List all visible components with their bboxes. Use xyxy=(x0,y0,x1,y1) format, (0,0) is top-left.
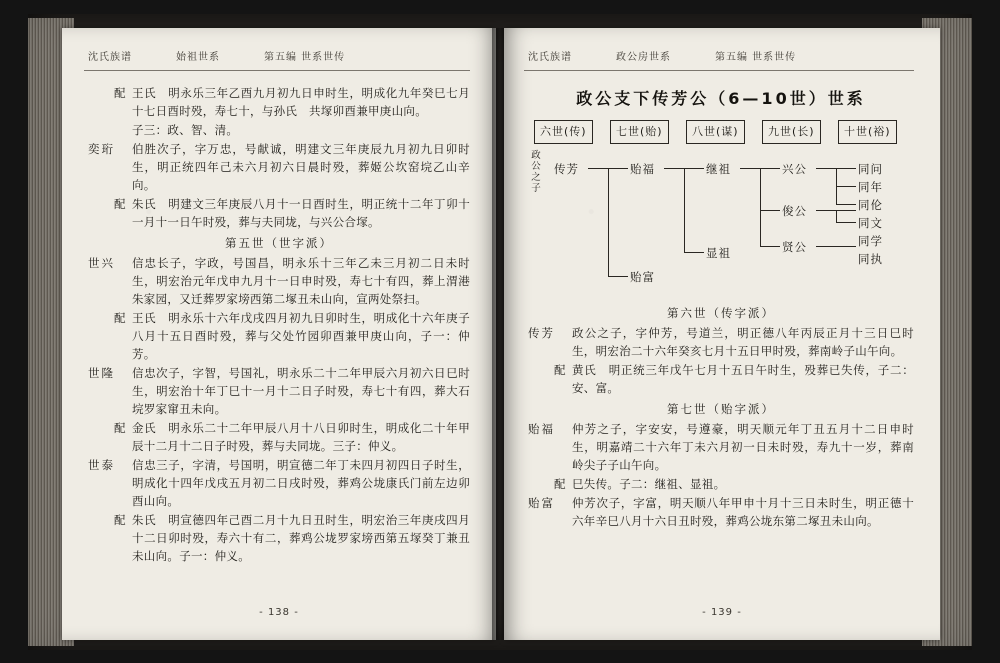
runhead-book-title: 沈氏族谱 xyxy=(528,52,572,63)
genealogy-entry xyxy=(88,254,470,308)
genealogy-entry xyxy=(88,456,470,510)
genealogy-entry xyxy=(88,140,470,194)
entry-text: 伯胜次子，字万忠，号献诚，明建文三年庚辰九月初九日卯时生，明正统四年己未六月初六日晨时殁，葬姬公坎窑垸乙山辛向。 xyxy=(132,142,470,192)
chart-node-jungong: 俊公 xyxy=(782,204,807,218)
chart-node-tongxue: 同学 xyxy=(858,234,883,248)
entry-label xyxy=(88,121,132,139)
left-page-body xyxy=(88,84,470,566)
entry-label: 世泰 xyxy=(88,458,115,472)
entry-label: 传芳 xyxy=(528,326,555,340)
entry-label: 配 xyxy=(114,197,128,211)
entry-text: 信忠长子，字政，号国昌，明永乐十三年乙未三月初二日未时生，明宏治元年戊申九月十一日申时殁，寿七十有四，葬上渭港朱家园，又迁葬罗家塝西第二塚丑未山向，宣两处祭扫。 xyxy=(132,256,470,306)
chart-node-tongzhi: 同执 xyxy=(858,252,883,266)
entry-text: 朱氏 明建文三年庚辰八月十一日酉时生，明正统十二年丁卯十一月十一日午时殁，葬与夫同垅，与兴公合塜。 xyxy=(132,197,470,229)
left-page-rule xyxy=(84,70,470,71)
entry-text: 黄氏 明正统三年戊午七月十五日午时生，殁葬已失传，子二：安、富。 xyxy=(572,363,914,395)
entry-label: 世隆 xyxy=(88,366,115,380)
runhead-book-title: 沈氏族谱 xyxy=(88,52,132,63)
genealogy-entry xyxy=(88,121,470,139)
entry-label: 配 xyxy=(114,421,128,435)
connector xyxy=(684,168,685,252)
entry-label: 配 xyxy=(114,311,128,325)
runhead-section: 始祖世系 xyxy=(176,52,220,63)
entry-text: 子三：政、智、清。 xyxy=(132,123,239,137)
connector xyxy=(836,204,856,205)
chart-node-jizu: 继祖 xyxy=(706,162,731,176)
connector xyxy=(608,168,609,276)
entry-label: 奕珩 xyxy=(88,142,115,156)
section-heading-7: 第七世（贻字派） xyxy=(667,402,775,416)
entry-text: 王氏 明永乐三年乙酉九月初九日申时生，明成化九年癸巳七月十七日酉时殁，寿七十，与孙氏 共塜卯酉兼甲庚山向。 xyxy=(132,86,470,118)
chart-node-xinggong: 兴公 xyxy=(782,162,807,176)
genealogy-entry xyxy=(88,511,470,565)
section-heading-6: 第六世（传字派） xyxy=(667,306,775,320)
connector xyxy=(608,276,628,277)
chart-node-yifu2: 贻富 xyxy=(630,270,655,284)
connector xyxy=(836,210,837,222)
chart-node-tongnian: 同年 xyxy=(858,180,883,194)
genealogy-entry xyxy=(528,475,914,493)
chart-node-tongwen2: 同文 xyxy=(858,216,883,230)
lineage-chart xyxy=(528,120,914,298)
entry-label: 贻福 xyxy=(528,422,555,436)
generation-header-6: 六世(传) xyxy=(534,120,593,144)
right-page-folio: - 139 - xyxy=(702,607,742,618)
entry-text: 信忠次子，字智，号国礼，明永乐二十二年甲辰六月初六日巳时生，明宏治十年丁巳十一月十二日子时殁，寿七十有四，葬大石垸罗家窜丑未向。 xyxy=(132,366,470,416)
genealogy-entry xyxy=(88,309,470,363)
runhead-section: 政公房世系 xyxy=(616,52,671,63)
right-page-running-head xyxy=(528,48,796,62)
page-title: 政公支下传芳公（6—10世）世系 xyxy=(576,89,866,108)
chart-node-xiangong: 贤公 xyxy=(782,240,807,254)
generation-header-8: 八世(谋) xyxy=(686,120,745,144)
connector xyxy=(684,252,704,253)
connector xyxy=(760,168,761,246)
genealogy-entry xyxy=(88,364,470,418)
genealogy-entry xyxy=(88,195,470,231)
entry-label: 配 xyxy=(114,513,128,527)
genealogy-entry xyxy=(88,84,470,120)
entry-text: 朱氏 明宣德四年己酉二月十九日丑时生，明宏治三年庚戌四月十二日卯时殁，寿六十有二，葬鸡公垅罗家塝西第五塜癸丁兼丑未山向。子一：仲义。 xyxy=(132,513,470,563)
connector xyxy=(760,210,780,211)
right-page-rule xyxy=(524,70,914,71)
entry-label: 世兴 xyxy=(88,256,115,270)
genealogy-entry xyxy=(88,419,470,455)
right-page-body xyxy=(528,84,914,531)
chart-node-chuanfang: 传芳 xyxy=(554,162,579,176)
chart-node-yifu: 贻福 xyxy=(630,162,655,176)
runhead-volume: 第五编 世系世传 xyxy=(715,52,797,63)
generation-heading: 第五世（世字派） xyxy=(225,236,333,250)
chart-node-tonglun: 同伦 xyxy=(858,198,883,212)
chart-side-label: 政公之子 xyxy=(531,150,541,194)
entry-text: 仲芳次子，字富，明天顺八年甲申十月十三日未时生，明正德十六年辛巳八月十六日丑时殁，葬鸡公垅东第二塚丑未山向。 xyxy=(572,496,914,528)
generation-header-10: 十世(裕) xyxy=(838,120,897,144)
chart-node-tongwen1: 同问 xyxy=(858,162,883,176)
entry-text: 信忠三子，字清，号国明，明宣德二年丁未四月初四日子时生，明成化十四年戊戌五月初二日戌时殁，葬鸡公垅康氏门前左边卯酉山向。 xyxy=(132,458,470,508)
entry-label: 贻富 xyxy=(528,496,555,510)
generation-header-9: 九世(长) xyxy=(762,120,821,144)
genealogy-entry xyxy=(528,420,914,474)
chart-node-xianzu: 显祖 xyxy=(706,246,731,260)
genealogy-entry xyxy=(528,324,914,360)
entry-text: 金氏 明永乐二十二年甲辰八月十八日卯时生，明成化二十年甲辰十二月十二日子时殁，葬与夫同垅。三子：仲义。 xyxy=(132,421,470,453)
runhead-volume: 第五编 世系世传 xyxy=(264,52,346,63)
genealogy-entry xyxy=(528,494,914,530)
entry-text: 仲芳之子，字安安，号遵豪，明天顺元年丁丑五月十二日申时生，明嘉靖二十六年丁未六月初一日未时殁，寿九十一岁，葬南岭尖子子山午向。 xyxy=(572,422,914,472)
connector xyxy=(836,186,856,187)
generation-header-7: 七世(贻) xyxy=(610,120,669,144)
entry-text: 王氏 明永乐十六年戊戌四月初九日卯时生，明成化十六年庚子八月十五日酉时殁，葬与父处竹园卯酉兼甲庚山向，子一：仲芳。 xyxy=(132,311,470,361)
entry-label: 配 xyxy=(554,363,568,377)
entry-label: 配 xyxy=(114,86,128,100)
entry-label: 配 xyxy=(554,477,568,491)
left-page-running-head xyxy=(88,48,345,62)
entry-text: 巳失传。子二：继祖、显祖。 xyxy=(572,477,726,491)
connector xyxy=(816,246,856,247)
genealogy-entry xyxy=(528,361,914,397)
connector xyxy=(836,222,856,223)
left-page-folio: - 138 - xyxy=(259,607,299,618)
entry-text: 政公之子，字仲芳，号道兰，明正德八年丙辰正月十三日巳时生，明宏治二十六年癸亥七月十五日甲时殁，葬南岭子山午向。 xyxy=(572,326,914,358)
connector xyxy=(760,246,780,247)
